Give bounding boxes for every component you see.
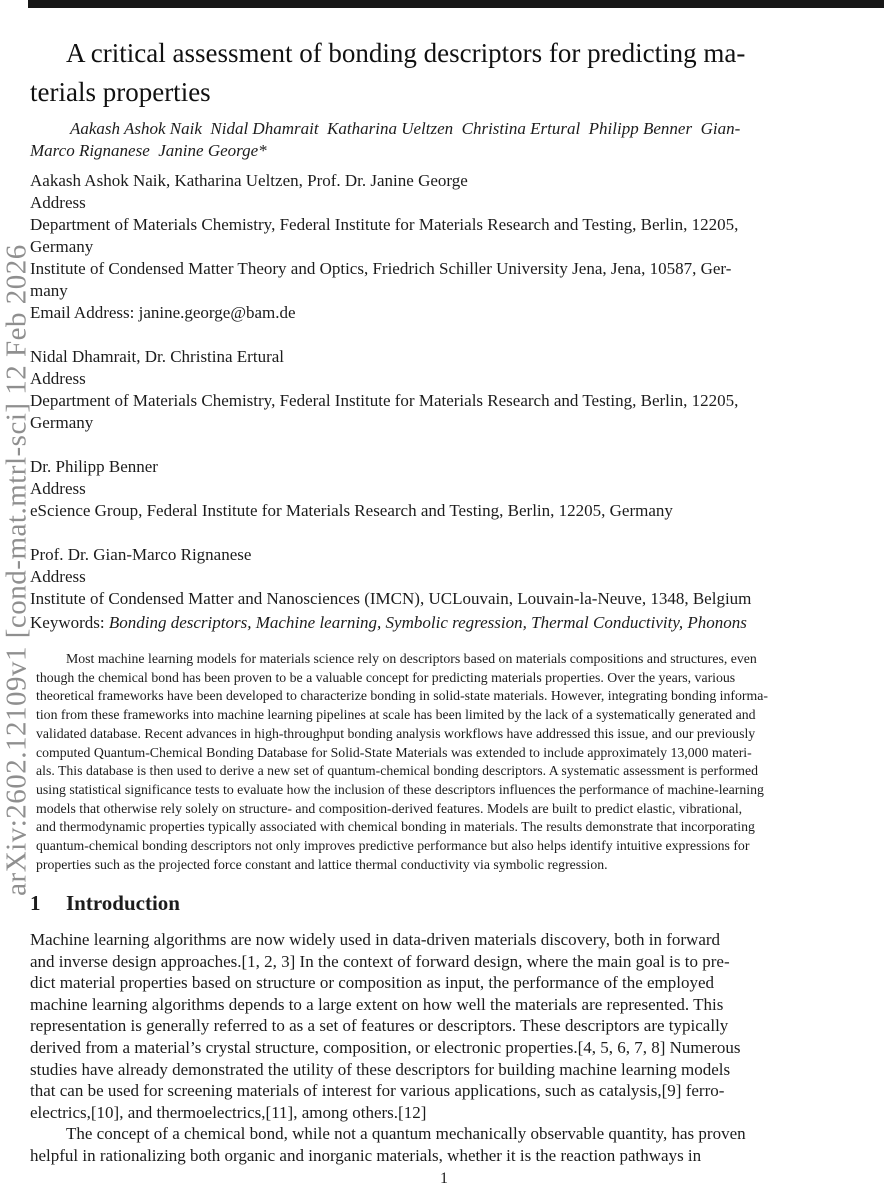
keywords-line: [30, 612, 870, 634]
page-number: 1: [440, 1170, 448, 1187]
intro-paragraph-2: The concept of a chemical bond, while not a quantum mechanically observable quantity, has proven helpful in rationalizing both organic and inorganic materials, whether it is the reaction pathways in: [30, 1124, 746, 1165]
arxiv-watermark: arXiv:2602.12109v1 [cond-mat.mtrl-sci] 12 Feb 2026: [0, 244, 33, 896]
affiliation-block-2: Nidal Dhamrait, Dr. Christina Ertural Address Department of Materials Chemistry, Federal Institute for Materials Research and Testing, Berlin, 12205, Germany: [30, 347, 739, 432]
section-number: 1: [30, 891, 41, 915]
top-rule: [28, 0, 884, 8]
keywords-label: Keywords:: [30, 613, 109, 632]
author-list: Aakash Ashok Naik Nidal Dhamrait Katharina Ueltzen Christina Ertural Philipp Benner Gian- Marco Rignanese Janine George*: [30, 119, 741, 160]
intro-paragraph-1: Machine learning algorithms are now widely used in data-driven materials discovery, both in forward and inverse design approaches.[1, 2, 3] In the context of forward design, where the main goal is to pre- dict material properties based on structure or composition as input, the performance of the employed machine learning algorithms depends to a large extent on how well the materials are represented. This representation is generally referred to as a set of features or descriptors. These descriptors are typically derived from a material’s crystal structure, composition, or electronic properties.[4, 5, 6, 7, 8] Numerous studies have already demonstrated the utility of these descriptors for building machine learning models that can be used for screening materials of interest for various applications, such as catalysis,[9] ferro- electrics,[10], and thermoelectrics,[11], among others.[12]: [30, 930, 741, 1122]
page-title: A critical assessment of bonding descriptors for predicting ma- terials properties: [30, 38, 746, 107]
affiliation-block-4: Prof. Dr. Gian-Marco Rignanese Address Institute of Condensed Matter and Nanosciences (IMCN), UCLouvain, Louvain-la-Neuve, 1348, Belgium: [30, 545, 752, 608]
affiliation-block-1: Aakash Ashok Naik, Katharina Ueltzen, Prof. Dr. Janine George Address Department of Materials Chemistry, Federal Institute for Materials Research and Testing, Berlin, 12205, Germany Institute of Condensed Matter Theory and Optics, Friedrich Schiller University Jena, Jena, 10587, Ger- many Email Address: janine.george@bam.de: [30, 171, 739, 322]
section-heading: [30, 891, 180, 916]
keywords-list: Bonding descriptors, Machine learning, Symbolic regression, Thermal Conductivity, Phonons: [108, 613, 747, 632]
affiliation-block-3: Dr. Philipp Benner Address eScience Group, Federal Institute for Materials Research and Testing, Berlin, 12205, Germany: [30, 457, 673, 520]
section-title: Introduction: [66, 891, 180, 915]
abstract-text: Most machine learning models for materials science rely on descriptors based on materials compositions and structures, even though the chemical bond has been proven to be a valuable concept for predicting materials properties. Over the years, various theoretical frameworks have been developed to characterize bonding in solid-state materials. However, integrating bonding informa- tion from these frameworks into machine learning pipelines at scale has been limited by the lack of a systematically generated and validated database. Recent advances in high-throughput bonding analysis workflows have addressed this issue, and our previously computed Quantum-Chemical Bonding Database for Solid-State Materials was extended to include approximately 13,000 materi- als. This database is then used to derive a new set of quantum-chemical bonding descriptors. A systematic assessment is performed using statistical significance tests to evaluate how the inclusion of these descriptors influences the performance of machine-learning models that otherwise rely solely on structure- and composition-derived features. Models are built to predict elastic, vibrational, and thermodynamic properties typically associated with chemical bonding in materials. The results demonstrate that incorporating quantum-chemical bonding descriptors not only improves predictive performance but also helps identify intuitive expressions for properties such as the projected force constant and lattice thermal conductivity via symbolic regression.: [36, 651, 768, 872]
